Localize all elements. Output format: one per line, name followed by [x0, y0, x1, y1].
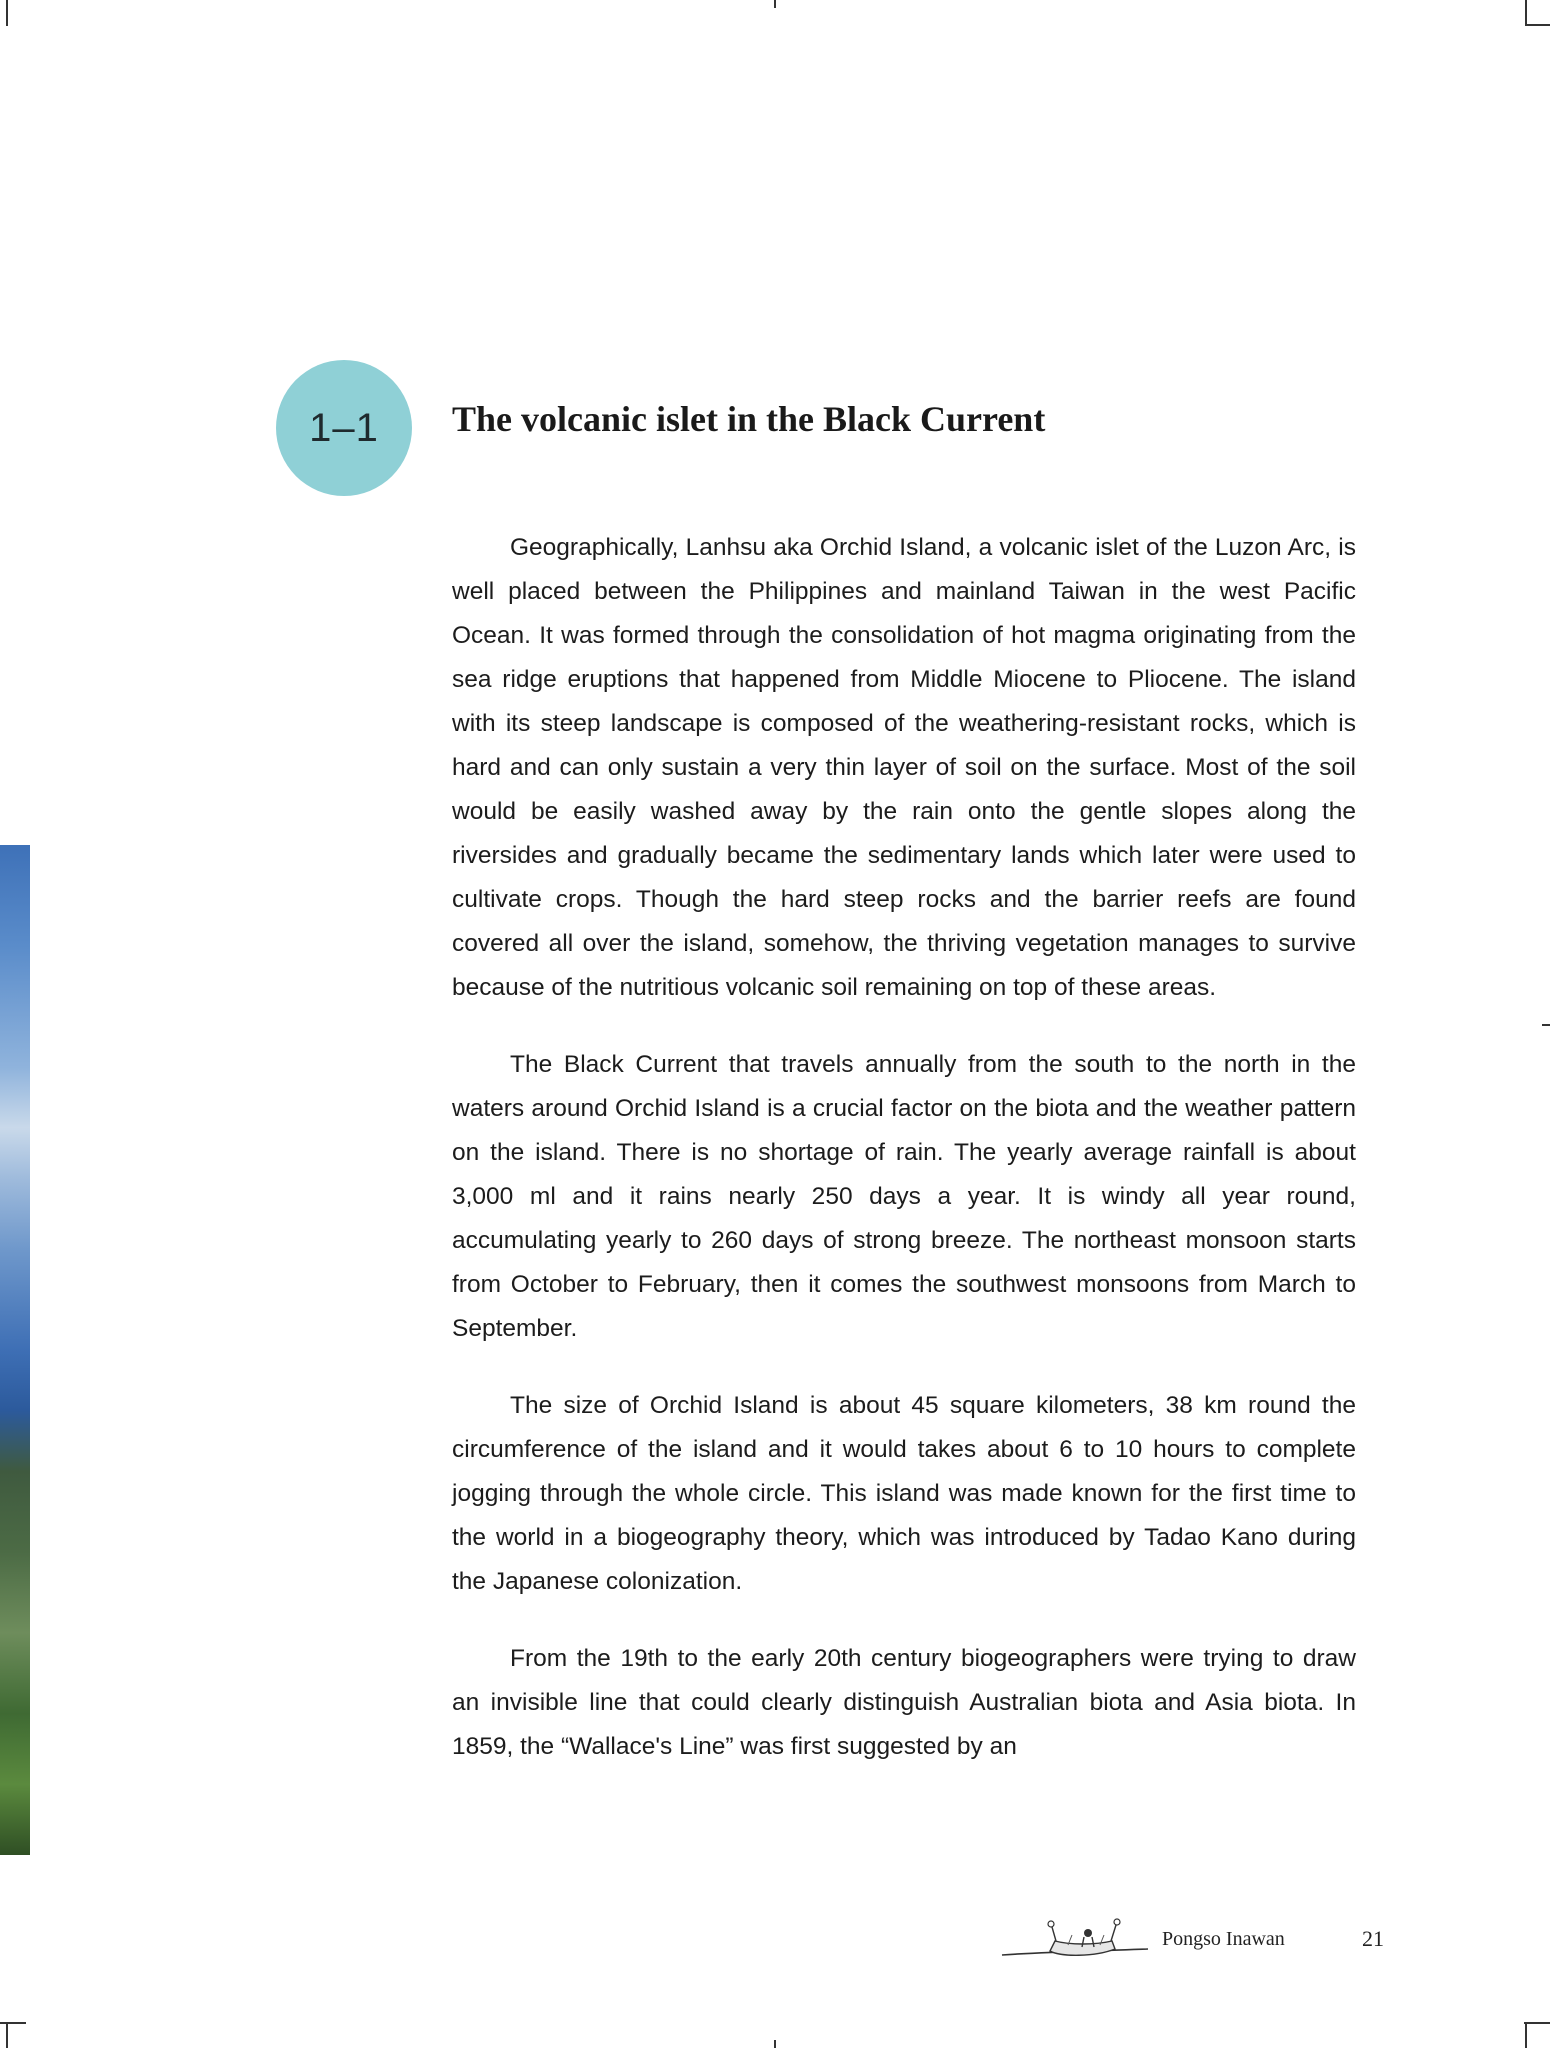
paragraph: From the 19th to the early 20th century biogeographers were trying to draw an invisible line that could clearly distinguish Australian biota and Asia biota. In 1859, the “Wallace's Line” was first suggested by an [452, 1645, 1356, 1760]
crop-mark-top-left-v [6, 0, 8, 26]
crop-mark-top-right-h [1525, 24, 1550, 26]
paragraph: Geographically, Lanhsu aka Orchid Island, a volcanic islet of the Luzon Arc, is well placed between the Philippines and mainland Taiwan in the west Pacific Ocean. It was formed through the consolidation of hot magma originating from the sea ridge eruptions that happened from Middle Miocene to Pliocene. The island with its steep landscape is composed of the weathering-resistant rocks, which is hard and can only sustain a very thin layer of soil on the surface. Most of the soil would be easily washed away by the rain onto the gentle slopes along the riversides and gradually became the sedimentary lands which later were used to cultivate crops. Though the hard steep rocks and the barrier reefs are found covered all over the island, somehow, the thriving vegetation manages to survive because of the nutritious volcanic soil remaining on top of these areas. [452, 534, 1356, 1001]
section-title: The volcanic islet in the Black Current [452, 399, 1046, 439]
boat-emblem-icon [1000, 1905, 1150, 1965]
section-number: 1–1 [309, 405, 379, 450]
crop-mark-top-right-v [1525, 0, 1527, 26]
body-text [452, 526, 1356, 1802]
crop-mark-bottom-right-v [1525, 2022, 1527, 2048]
page-number: 21 [1362, 1926, 1384, 1951]
crop-mark-top-center [774, 0, 776, 8]
paragraph: The Black Current that travels annually from the south to the north in the waters around Orchid Island is a crucial factor on the biota and the weather pattern on the island. There is no shortage of rain. The yearly average rainfall is about 3,000 ml and it rains nearly 250 days a year. It is windy all year round, accumulating yearly to 260 days of strong breeze. The northeast monsoon starts from October to February, then it comes the southwest monsoons from March to September. [452, 1051, 1356, 1342]
book-title: Pongso Inawan [1162, 1928, 1285, 1950]
crop-mark-bottom-right-h [1524, 2022, 1550, 2024]
paragraph: The size of Orchid Island is about 45 square kilometers, 38 km round the circumference of the island and it would takes about 6 to 10 hours to complete jogging through the whole circle. This island was made known for the first time to the world in a biogeography theory, which was introduced by Tadao Kano during the Japanese colonization. [452, 1392, 1356, 1595]
section-number-badge [276, 360, 412, 496]
crop-mark-mid-right [1542, 1024, 1550, 1026]
landscape-photo-strip [0, 845, 30, 1855]
crop-mark-bottom-left-v [6, 2022, 8, 2048]
crop-mark-bottom-center [774, 2040, 776, 2048]
crop-mark-bottom-left-h [0, 2022, 26, 2024]
